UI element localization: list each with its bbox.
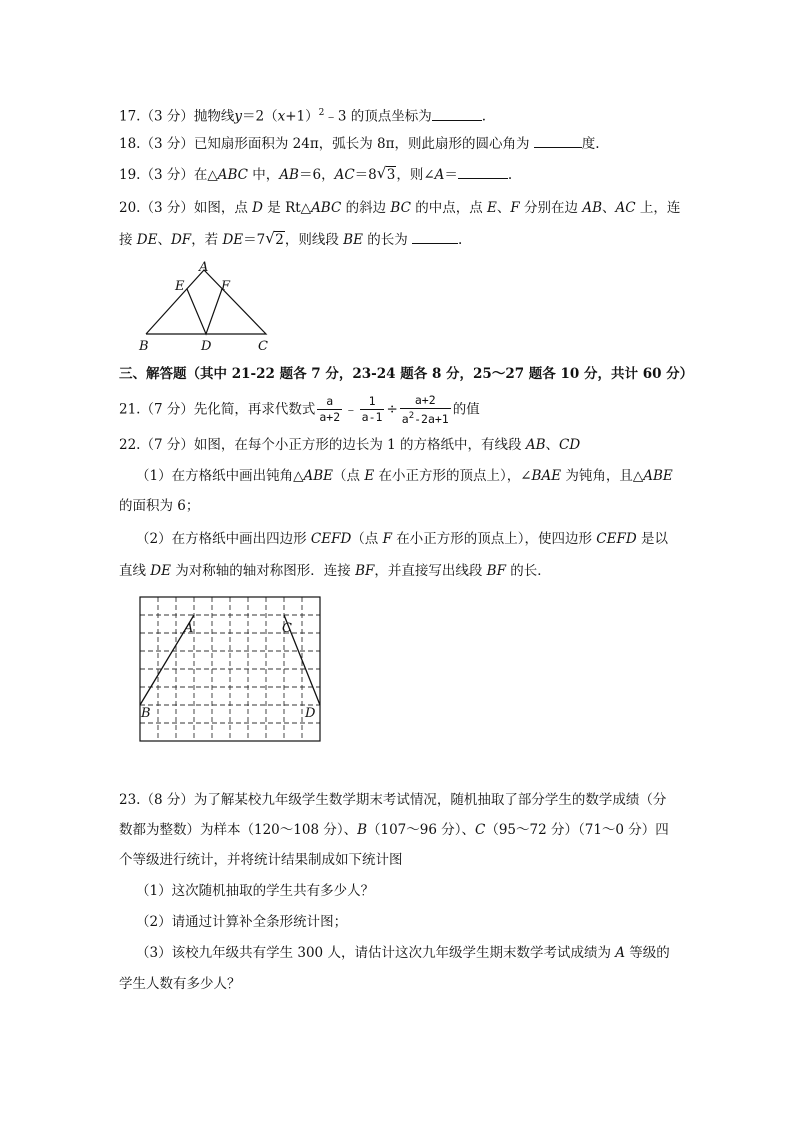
q21-f3-den-a: a xyxy=(401,411,409,426)
q17-rest: ﹣3 的顶点坐标为 xyxy=(324,108,432,125)
label-d: D xyxy=(201,339,212,353)
q17-exponent: 2 xyxy=(318,108,325,118)
q22-p1c: 在小正方形的顶点上），∠ xyxy=(374,468,532,484)
q19-end: . xyxy=(507,167,513,183)
label-c: C xyxy=(258,339,268,353)
label-e: E xyxy=(175,279,185,294)
q21-fraction-1 xyxy=(317,394,342,425)
q20-answer-blank[interactable] xyxy=(412,230,458,244)
q21-points: （7 分） xyxy=(140,401,194,418)
q19-sqrt: √ 3 xyxy=(376,164,396,183)
q23-b: B xyxy=(357,822,367,838)
q19-number: 19. xyxy=(119,167,141,183)
q19-abc: ABC xyxy=(217,167,249,183)
triangle-figure xyxy=(135,258,280,353)
q21-f1-den: a+2 xyxy=(319,410,341,425)
question-17 xyxy=(119,104,486,126)
q20-d: D xyxy=(252,200,263,216)
q22-bf2: BF xyxy=(486,563,506,579)
q19-t5: ，则∠ xyxy=(396,167,435,183)
q19-ac: AC xyxy=(334,167,355,183)
q20-l1e: 、 xyxy=(496,200,511,216)
question-20-line2 xyxy=(119,230,462,249)
q23-l2c: （95～72 分）（71～0 分）四 xyxy=(485,822,669,838)
q23-l2a: 数都为整数）为样本（120～108 分）、 xyxy=(119,822,358,838)
q17-var-x: x xyxy=(277,108,286,125)
q22-p2h: 的长． xyxy=(505,563,551,579)
q21-f2-den: a-1 xyxy=(361,410,383,425)
q19-t6: ＝ xyxy=(444,167,458,183)
q21-fraction-3 xyxy=(400,393,451,427)
q20-l2b: 、 xyxy=(157,232,171,248)
question-22-part2-cont xyxy=(119,562,551,580)
q21-f1-num: a xyxy=(317,394,342,410)
q22-p2b: （点 xyxy=(351,531,383,547)
q21-minus: ﹣ xyxy=(344,401,358,418)
q22-abe: ABE xyxy=(303,468,334,484)
triangle-abc xyxy=(146,270,266,334)
q20-l2d: ＝7 xyxy=(243,232,266,248)
q23-c: C xyxy=(475,822,486,838)
question-23-line3: 个等级进行统计，并将统计结果制成如下统计图 xyxy=(119,852,403,868)
q21-f3-den-exp: 2 xyxy=(408,411,415,421)
q19-ab: AB xyxy=(279,167,299,183)
grid-figure xyxy=(136,594,326,746)
q22-number: 22. xyxy=(119,437,141,453)
q20-l1b: 是 Rt△ xyxy=(263,200,312,216)
q22-l1b: 、 xyxy=(545,437,560,453)
q17-text: 抛物线 xyxy=(193,108,235,125)
q23-l2b: （107～96 分）、 xyxy=(367,822,475,838)
grid-label-c: C xyxy=(282,621,292,636)
question-23-sub3-cont: 学生人数有多少人？ xyxy=(119,976,241,992)
q20-de: DE xyxy=(136,232,158,248)
q17-points: （3 分） xyxy=(140,108,194,125)
q22-p2e: 直线 xyxy=(119,563,151,579)
q20-l1d: 的中点，点 xyxy=(410,200,488,216)
q20-l1a: 如图，点 xyxy=(193,200,253,216)
q22-bf: BF xyxy=(355,563,375,579)
q20-f: F xyxy=(510,200,520,216)
q23-s3a: （3）该校九年级共有学生 300 人，请估计这次九年级学生期末数学考试成绩为 xyxy=(136,945,616,961)
q18-text: 已知扇形面积为 24π，弧长为 8π，则此扇形的圆心角为 xyxy=(193,136,530,152)
q21-f3-num: a+2 xyxy=(400,393,451,409)
q23-points: （8 分） xyxy=(140,792,194,808)
q17-plus: +1） xyxy=(285,108,319,125)
question-23-sub2: （2）请通过计算补全条形统计图； xyxy=(136,914,348,930)
question-19 xyxy=(119,165,512,184)
q20-be: BE xyxy=(343,232,363,248)
q23-s3b: 等级的 xyxy=(624,945,670,961)
grid-label-a: A xyxy=(184,621,194,636)
q20-l1g: 、 xyxy=(602,200,616,216)
q20-e: E xyxy=(487,200,497,216)
q19-t3: ＝6， xyxy=(298,167,335,183)
q21-f3-den xyxy=(400,409,451,427)
q22-points: （7 分） xyxy=(140,437,194,453)
q20-l1f: 分别在边 xyxy=(519,200,583,216)
q22-cefd2: CEFD xyxy=(596,531,637,547)
q22-p2g: ，并直接写出线段 xyxy=(374,563,487,579)
grid-label-d: D xyxy=(305,706,316,721)
q20-end: . xyxy=(458,232,463,248)
q18-end: 度. xyxy=(581,136,600,152)
q20-l1c: 的斜边 xyxy=(341,200,391,216)
q20-df: DF xyxy=(170,232,192,248)
q22-p1a: （1）在方格纸中画出钝角△ xyxy=(136,468,304,484)
q22-cefd: CEFD xyxy=(310,531,352,547)
q22-p2a: （2）在方格纸中画出四边形 xyxy=(136,531,311,547)
q23-l1: 为了解某校九年级学生数学期末考试情况，随机抽取了部分学生的数学成绩（分 xyxy=(193,792,667,808)
q18-points: （3 分） xyxy=(140,136,194,152)
q21-fraction-2 xyxy=(360,394,385,425)
q22-cd: CD xyxy=(559,437,581,453)
q20-l2a: 接 xyxy=(119,232,137,248)
question-21 xyxy=(119,393,480,427)
q22-p2c: 在小正方形的顶点上），使四边形 xyxy=(391,531,597,547)
q22-l1a: 如图，在每个小正方形的边长为 1 的方格纸中，有线段 xyxy=(193,437,526,453)
question-18 xyxy=(119,134,600,153)
q21-f2-num: 1 xyxy=(360,394,385,410)
question-22-part2 xyxy=(136,530,668,548)
q20-de2: DE xyxy=(222,232,244,248)
q21-post: 的值 xyxy=(452,401,480,418)
q20-radicand: 2 xyxy=(275,232,284,248)
question-22-part1-cont: 的面积为 6； xyxy=(119,498,200,514)
q20-l2f: 的长为 xyxy=(362,232,408,248)
segments-ed-df xyxy=(187,289,222,334)
q17-var-y: y xyxy=(234,108,243,125)
q21-f3-den-b: -2a+1 xyxy=(414,411,449,426)
q22-p1b: （点 xyxy=(333,468,365,484)
q19-answer-blank[interactable] xyxy=(458,165,508,179)
q20-sqrt: √ 2 xyxy=(265,229,284,248)
q22-ab: AB xyxy=(525,437,546,453)
question-23-line1 xyxy=(119,791,666,809)
grid-label-b: B xyxy=(141,706,151,721)
q22-bae: BAE xyxy=(531,468,562,484)
q19-t2: 中， xyxy=(248,167,280,183)
q22-de: DE xyxy=(150,563,171,579)
q18-number: 18. xyxy=(119,136,141,152)
label-f: F xyxy=(221,279,231,294)
q20-l2c: ，若 xyxy=(191,232,223,248)
q20-ab: AB xyxy=(582,200,603,216)
q17-eq: ＝2（ xyxy=(242,108,278,125)
q23-a: A xyxy=(615,945,625,961)
q23-number: 23. xyxy=(119,792,141,808)
q19-points: （3 分） xyxy=(140,167,194,183)
label-a: A xyxy=(199,260,209,275)
question-20-line1 xyxy=(119,199,680,217)
grid-lines xyxy=(140,597,320,741)
q20-bc: BC xyxy=(390,200,411,216)
q20-points: （3 分） xyxy=(140,200,194,216)
question-23-line2 xyxy=(119,821,669,839)
q20-abc: ABC xyxy=(311,200,342,216)
q22-p1d: 为钝角，且△ xyxy=(561,468,644,484)
q21-number: 21. xyxy=(119,401,141,418)
q20-number: 20. xyxy=(119,200,141,216)
question-23-sub1: （1）这次随机抽取的学生共有多少人？ xyxy=(136,883,375,899)
q22-p2d: 是以 xyxy=(636,531,668,547)
section-3-heading: 三、解答题（其中 21-22 题各 7 分，23-24 题各 8 分，25～27 题各 10 分，共计 60 分） xyxy=(119,366,694,382)
q17-number: 17. xyxy=(119,108,141,125)
question-22-part1 xyxy=(136,467,673,485)
q22-p2f: 为对称轴的轴对称图形．连接 xyxy=(170,563,356,579)
question-22-line1 xyxy=(119,436,580,454)
q19-t1: 在△ xyxy=(193,167,218,183)
q20-l2e: ，则线段 xyxy=(284,232,344,248)
q19-t4: ＝8 xyxy=(354,167,377,183)
q19-radicand: 3 xyxy=(386,167,396,183)
question-23-sub3 xyxy=(136,944,670,962)
q18-answer-blank[interactable] xyxy=(534,134,582,148)
q20-l1h: 上，连 xyxy=(635,200,681,216)
q17-end: . xyxy=(481,108,487,125)
q20-ac: AC xyxy=(615,200,636,216)
q19-a: A xyxy=(434,167,445,183)
q21-pre: 先化简，再求代数式 xyxy=(193,401,316,418)
q17-answer-blank[interactable] xyxy=(432,107,482,121)
q22-f: F xyxy=(382,531,392,547)
q22-e: E xyxy=(364,468,375,484)
q22-abe2: ABE xyxy=(643,468,673,484)
q21-div: ÷ xyxy=(386,401,398,418)
label-b: B xyxy=(139,339,149,353)
